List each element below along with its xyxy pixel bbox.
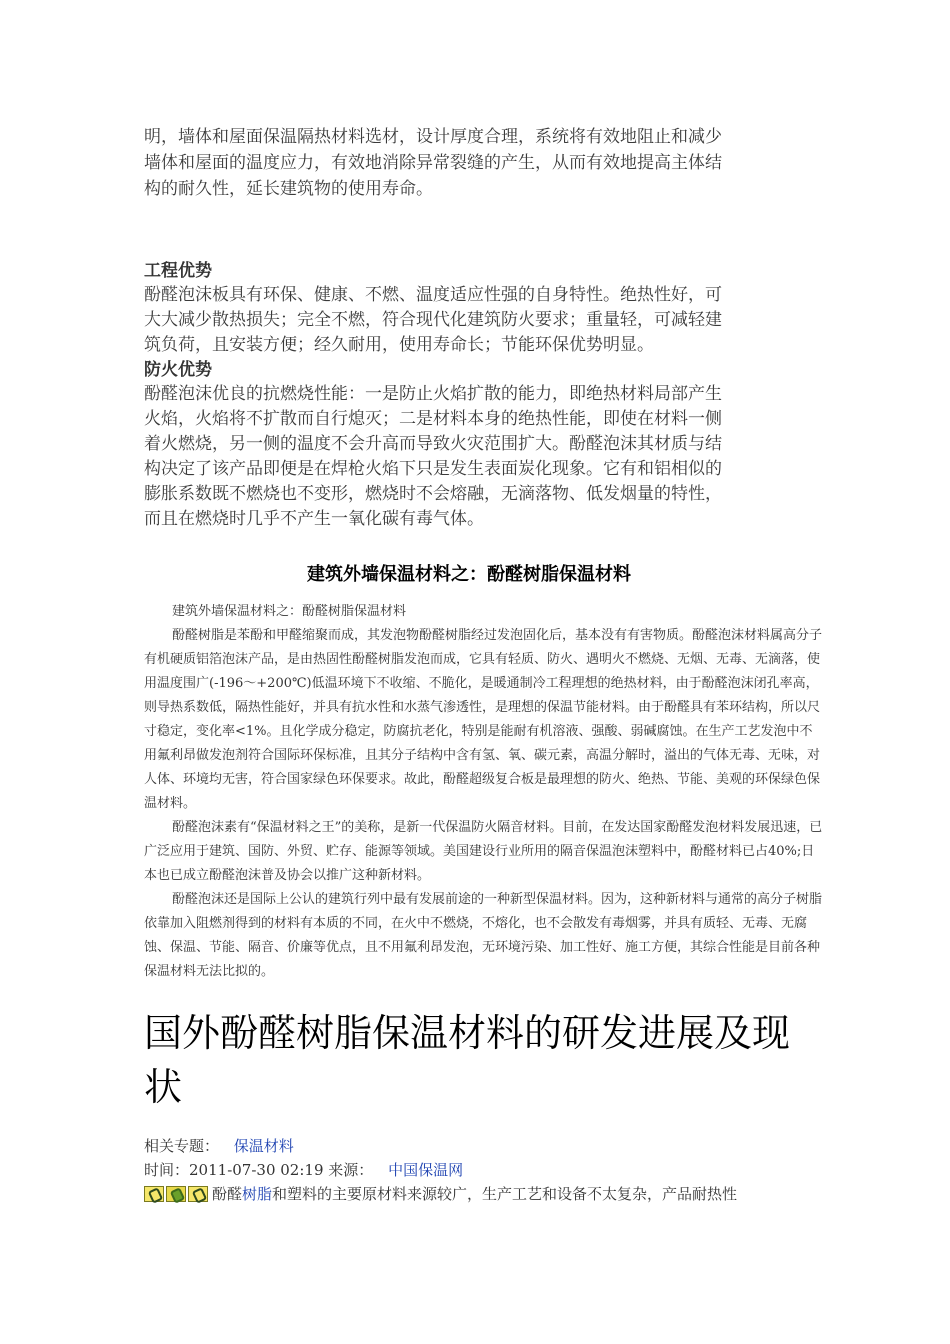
time-source-line <box>144 1158 824 1182</box>
document-page <box>144 124 824 1209</box>
intro-line: 墙体和屋面的温度应力，有效地消除异常裂缝的产生，从而有效地提高主体结 <box>144 153 722 173</box>
engineering-line: 大大减少散热损失；完全不燃，符合现代化建筑防火要求；重量轻，可减轻建 <box>144 310 722 330</box>
toolbar-icons <box>144 1185 210 1209</box>
time-label: 时间： <box>144 1161 190 1179</box>
intro-line: 明，墙体和屋面保温隔热材料选材，设计厚度合理，系统将有效地阻止和减少 <box>144 127 722 147</box>
research-body-line <box>144 1182 824 1209</box>
fire-line: 酚醛泡沫优良的抗燃烧性能：一是防止火焰扩散的能力，即绝热材料局部产生 <box>144 384 722 404</box>
research-title: 国外酚醛树脂保温材料的研发进展及现状 <box>144 1011 791 1109</box>
link-icon[interactable] <box>166 1186 186 1202</box>
article-paragraph: 酚醛泡沫还是国际上公认的建筑行列中最有发展前途的一种新型保温材料。因为，这种新材料与通常的高分子树脂依靠加入阻燃剂得到的材料有本质的不同，在火中不燃烧，不熔化，也不会散发有毒烟雾，并具有质轻、无毒、无腐蚀、保温、节能、隔音、价廉等优点，且不用氟利昂发泡，无环境污染、加工性好、施工方便，其综合性能是目前各种保温材料无法比拟的。 <box>144 892 823 979</box>
fire-paragraph <box>144 382 824 532</box>
source-label: 来源： <box>328 1161 374 1179</box>
fire-line: 着火燃烧，另一侧的温度不会升高而导致火灾范围扩大。酚醛泡沫其材质与结 <box>144 434 722 454</box>
intro-line: 构的耐久性，延长建筑物的使用寿命。 <box>144 179 433 199</box>
engineering-heading: 工程优势 <box>144 261 212 281</box>
engineering-line: 筑负荷，且安装方便；经久耐用，使用寿命长；节能环保优势明显。 <box>144 335 654 355</box>
article-paragraph: 酚醛树脂是苯酚和甲醛缩聚而成，其发泡物酚醛树脂经过发泡固化后，基本没有有害物质。酚醛泡沫材料属高分子有机硬质铝箔泡沫产品，是由热固性酚醛树脂发泡而成，它具有轻质、防火、遇明火不燃烧、无烟、无毒、无滴落，使用温度围广(-196～+200℃)低温环境下不收缩、不脆化，是暖通制冷工程理想的绝热材料，由于酚醛泡沫闭孔率高，则导热系数低，隔热性能好，并具有抗水性和水蒸气渗透性，是理想的保温节能材料。由于酚醛具有苯环结构，所以尺寸稳定，变化率<1%。且化学成分稳定，防腐抗老化，特别是能耐有机溶液、强酸、弱碱腐蚀。在生产工艺发泡中不用氟利昂做发泡剂符合国际环保标准，且其分子结构中含有氢、氧、碳元素，高温分解时，溢出的气体无毒、无味，对人体、环境均无害，符合国家绿色环保要求。故此，酚醛超级复合板是最理想的防火、绝热、节能、美观的环保绿色保温材料。 <box>144 628 823 811</box>
article-body <box>144 600 824 984</box>
source-link[interactable]: 中国保温网 <box>388 1161 464 1179</box>
fire-line: 膨胀系数既不燃烧也不变形，燃烧时不会熔融，无滴落物、低发烟量的特性， <box>144 484 722 504</box>
engineering-line: 酚醛泡沫板具有环保、健康、不燃、温度适应性强的自身特性。绝热性好，可 <box>144 285 722 305</box>
article-title: 建筑外墙保温材料之：酚醛树脂保温材料 <box>307 564 631 585</box>
topic-label: 相关专题： <box>144 1137 220 1155</box>
article-paragraph: 建筑外墙保温材料之：酚醛树脂保温材料 <box>172 604 407 619</box>
intro-paragraph <box>144 124 824 202</box>
resin-link[interactable]: 树脂 <box>242 1185 273 1203</box>
fire-line: 构决定了该产品即便是在焊枪火焰下只是发生表面炭化现象。它有和铝相似的 <box>144 459 722 479</box>
fire-line: 火焰，火焰将不扩散而自行熄灭；二是材料本身的绝热性能，即使在材料一侧 <box>144 409 722 429</box>
time-value: 2011-07-30 02:19 <box>189 1161 324 1179</box>
article-paragraph: 酚醛泡沫素有“保温材料之王”的美称，是新一代保温防火隔音材料。目前，在发达国家酚醛发泡材料发展迅速，已广泛应用于建筑、国防、外贸、贮存、能源等领域。美国建设行业所用的隔音保温泡沫塑料中，酚醛材料已占40%;日本也已成立酚醛泡沫普及协会以推广这种新材料。 <box>144 820 823 883</box>
engineering-paragraph <box>144 283 824 358</box>
fire-heading: 防火优势 <box>144 360 212 380</box>
fire-line: 而且在燃烧时几乎不产生一氧化碳有毒气体。 <box>144 509 484 529</box>
link-icon[interactable] <box>188 1186 208 1202</box>
link-icon[interactable] <box>144 1186 164 1202</box>
topic-line <box>144 1134 824 1158</box>
body-rest: 和塑料的主要原材料来源较广，生产工艺和设备不太复杂，产品耐热性 <box>272 1185 738 1203</box>
topic-link[interactable]: 保温材料 <box>233 1137 294 1155</box>
body-prefix: 酚醛 <box>212 1185 243 1203</box>
